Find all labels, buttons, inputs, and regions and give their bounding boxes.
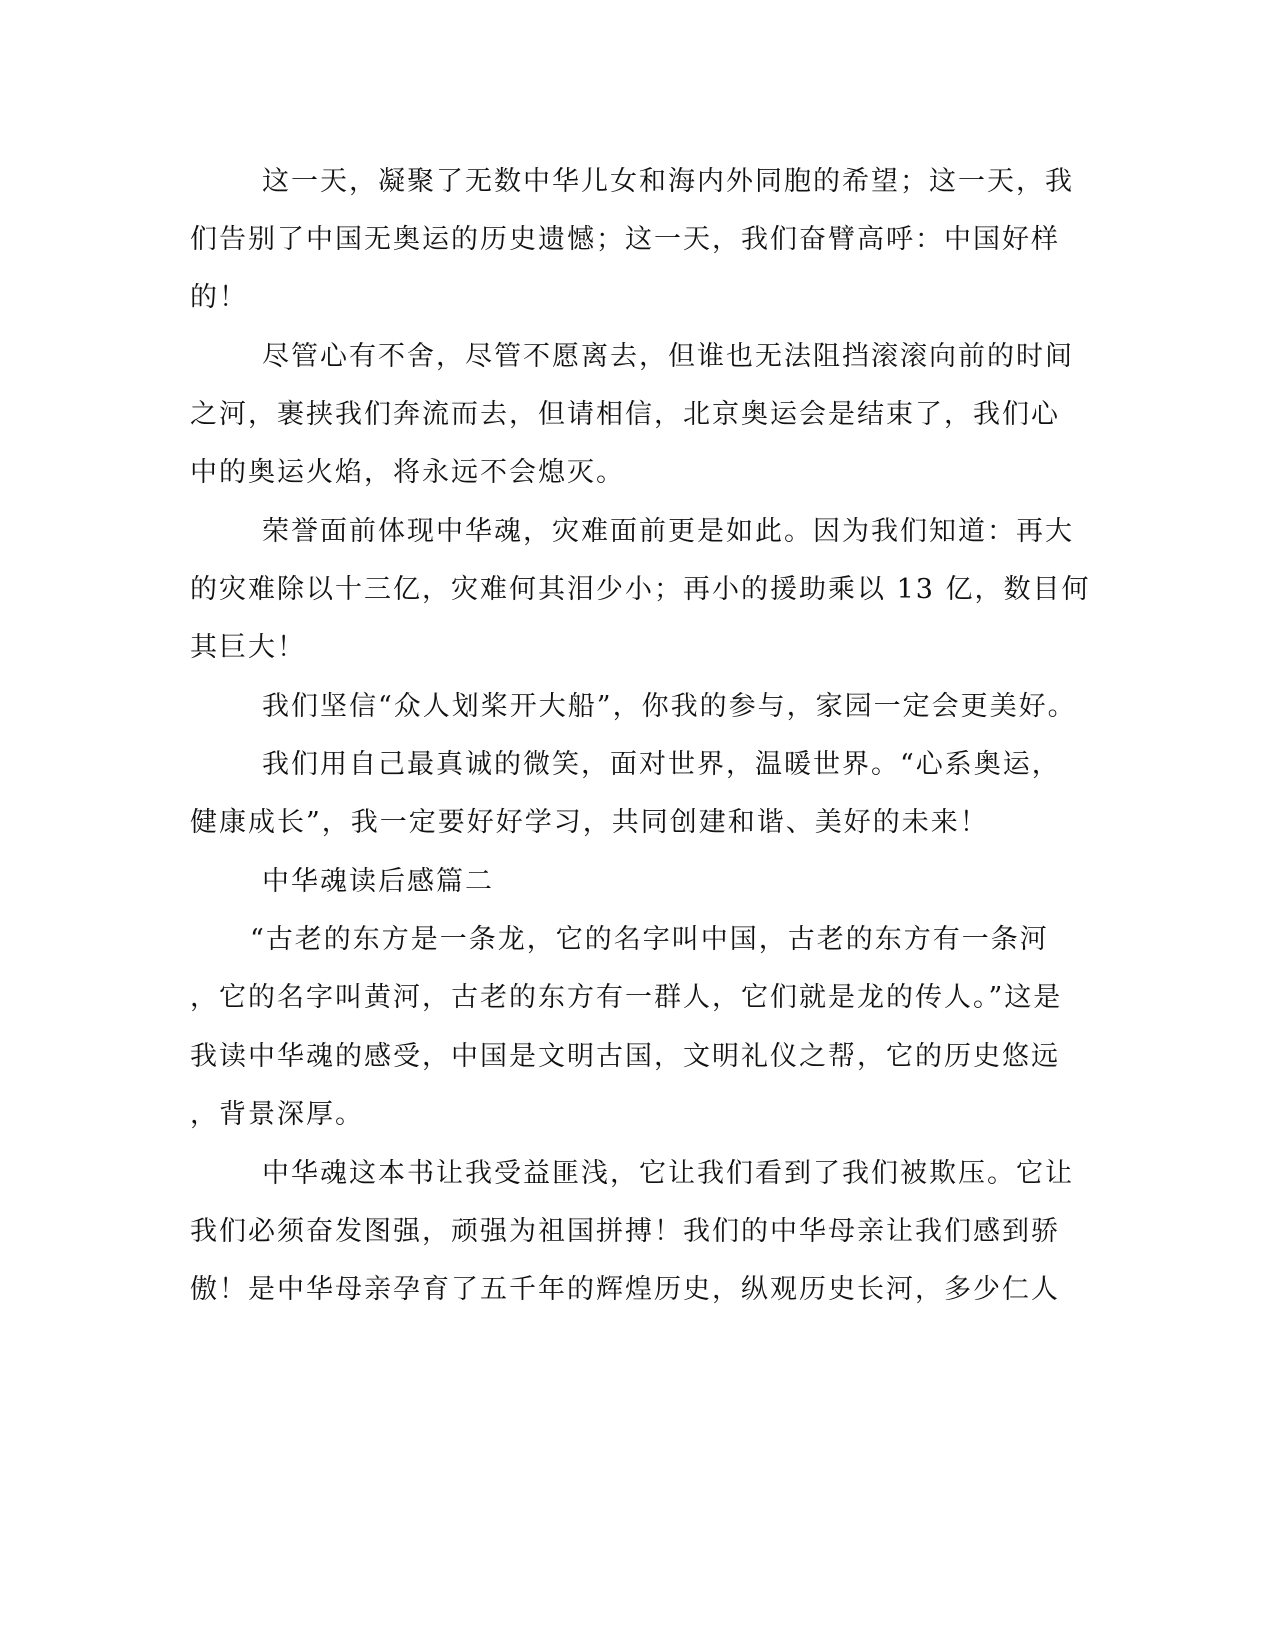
- text-line: 健康成长”，我一定要好好学习，共同创建和谐、美好的未来！: [190, 807, 989, 838]
- text-line: 们告别了中国无奥运的历史遗憾；这一天，我们奋臂高呼：中国好样: [190, 224, 1060, 255]
- text-line: ，它的名字叫黄河，古老的东方有一群人，它们就是龙的传人。”这是: [190, 982, 1063, 1013]
- text-line: 我们用自己最真诚的微笑，面对世界，温暖世界。“心系奥运，: [262, 749, 1061, 780]
- text-line: 这一天，凝聚了无数中华儿女和海内外同胞的希望；这一天，我: [262, 166, 1074, 197]
- section-heading: 中华魂读后感篇二: [262, 866, 494, 897]
- text-line: 之河，裹挟我们奔流而去，但请相信，北京奥运会是结束了，我们心: [190, 399, 1060, 430]
- text-line: 的！: [190, 282, 248, 313]
- text-line: 我读中华魂的感受，中国是文明古国，文明礼仪之帮，它的历史悠远: [190, 1041, 1060, 1072]
- text-line: 中的奥运火焰，将永远不会熄灭。: [190, 457, 625, 488]
- text-line: 我们坚信“众人划桨开大船”，你我的参与，家园一定会更美好。: [262, 691, 1077, 722]
- text-line: 傲！是中华母亲孕育了五千年的辉煌历史，纵观历史长河，多少仁人: [190, 1274, 1060, 1305]
- text-line: 其巨大！: [190, 632, 306, 663]
- text-line: “古老的东方是一条龙，它的名字叫中国，古老的东方有一条河: [250, 924, 1049, 955]
- text-line: 的灾难除以十三亿，灾难何其泪少小；再小的援助乘以 13 亿，数目何: [190, 574, 1091, 605]
- text-line: 中华魂这本书让我受益匪浅，它让我们看到了我们被欺压。它让: [262, 1158, 1074, 1189]
- text-line: 我们必须奋发图强，顽强为祖国拼搏！我们的中华母亲让我们感到骄: [190, 1216, 1060, 1247]
- text-line: 尽管心有不舍，尽管不愿离去，但谁也无法阻挡滚滚向前的时间: [262, 341, 1074, 372]
- text-line: 荣誉面前体现中华魂，灾难面前更是如此。因为我们知道：再大: [262, 516, 1074, 547]
- text-line: ，背景深厚。: [190, 1099, 364, 1130]
